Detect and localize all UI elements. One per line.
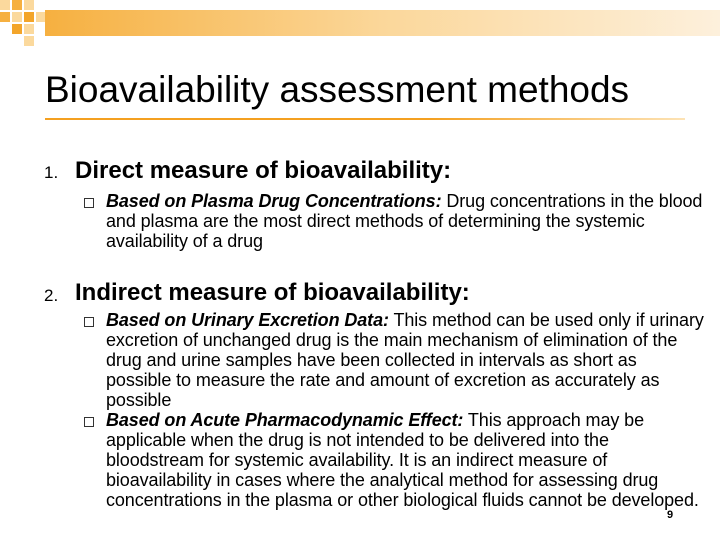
section-number: 2. <box>44 286 59 305</box>
bullet-body: Drug concentrations in the blood and plasma are the most direct methods of determining the systemic availability of a drug <box>106 191 703 251</box>
bullet-lead: Based on Acute Pharmacodynamic Effect: <box>106 410 464 430</box>
bullet-body: This approach may be applicable when the drug is not intended to be delivered into the bloodstream for systemic availability. It is an indirect measure of bioavailability in cases where the analytical method for assessing drug concentrations in the plasma or other biological fluids cannot be developed. <box>106 410 699 510</box>
bullet-item <box>106 410 706 510</box>
bullet-item <box>106 310 706 410</box>
section-number: 1. <box>44 163 59 182</box>
checkbox-bullet-icon <box>84 417 94 427</box>
header-decoration <box>0 0 720 60</box>
slide-title: Bioavailability assessment methods <box>45 69 630 110</box>
bullet-body: This method can be used only if urinary excretion of unchanged drug is the main mechanism of elimination of the drug and urine samples have been collected in intervals as short as possible to measure the rate and amount of excretion as accurately as possible <box>106 310 704 410</box>
section-heading: Direct measure of bioavailability: <box>75 157 452 184</box>
bullet-lead: Based on Plasma Drug Concentrations: <box>106 191 442 211</box>
checkbox-bullet-icon <box>84 317 94 327</box>
checkbox-bullet-icon <box>84 198 94 208</box>
bullet-item <box>106 191 706 251</box>
page-number: 9 <box>667 509 674 521</box>
title-underline <box>45 118 685 120</box>
bullet-lead: Based on Urinary Excretion Data: <box>106 310 389 330</box>
section-heading: Indirect measure of bioavailability: <box>75 279 470 306</box>
